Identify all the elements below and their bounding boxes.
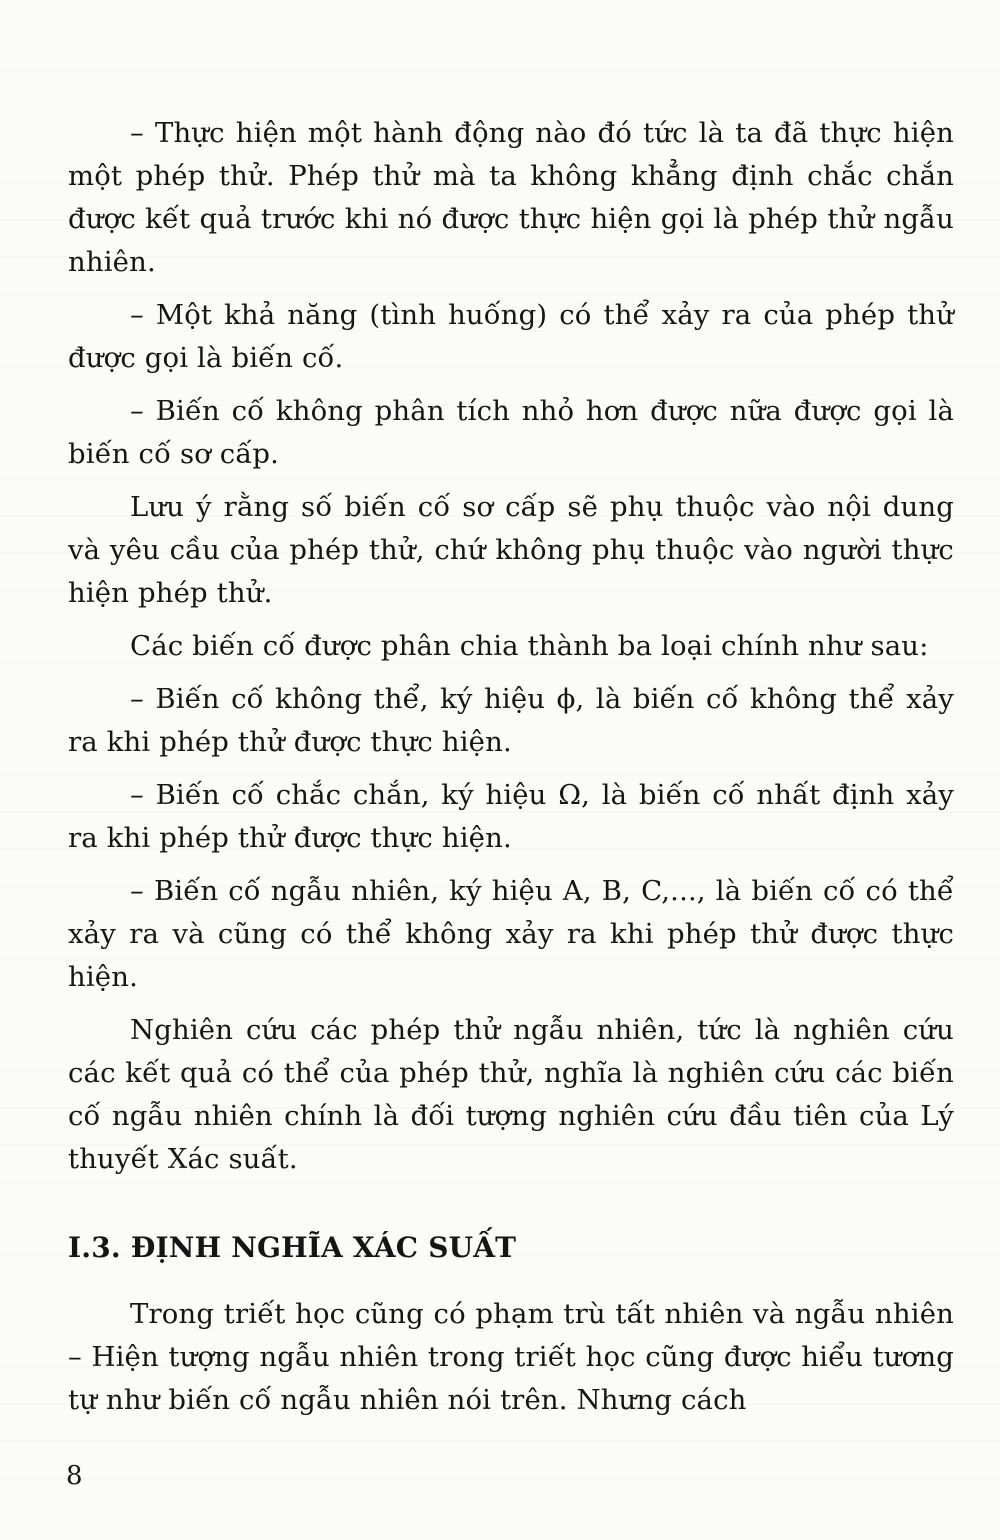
paragraph-elementary-event: – Biến cố không phân tích nhỏ hơn được nữa được gọi là biến cố sơ cấp. <box>68 395 954 470</box>
paragraph-research-scope: Nghiên cứu các phép thử ngẫu nhiên, tức là nghiên cứu các kết quả có thể của phép thử, nghĩa là nghiên cứu các biến cố ngẫu nhiên chính là đối tượng nghiên cứu đầu tiên của Lý thuyết Xác suất. <box>68 1014 954 1175</box>
paragraph-note: Lưu ý rằng số biến cố sơ cấp sẽ phụ thuộc vào nội dung và yêu cầu của phép thử, chứ không phụ thuộc vào người thực hiện phép thử. <box>68 491 954 609</box>
page-body <box>68 112 954 1422</box>
page-number: 8 <box>66 1461 83 1491</box>
paragraph-random-event: – Biến cố ngẫu nhiên, ký hiệu A, B, C,..., là biến cố có thể xảy ra và cũng có thể không xảy ra khi phép thử được thực hiện. <box>68 875 954 993</box>
paragraph-philosophy: Trong triết học cũng có phạm trù tất nhiên và ngẫu nhiên – Hiện tượng ngẫu nhiên trong triết học cũng được hiểu tương tự như biến cố ngẫu nhiên nói trên. Nhưng cách <box>68 1298 954 1416</box>
paragraph-certain-event: – Biến cố chắc chắn, ký hiệu Ω, là biến cố nhất định xảy ra khi phép thử được thực hiện. <box>68 779 954 854</box>
paragraph-impossible-event: – Biến cố không thể, ký hiệu ϕ, là biến cố không thể xảy ra khi phép thử được thực hiện. <box>68 683 954 758</box>
paragraph-event-definition: – Một khả năng (tình huống) có thể xảy ra của phép thử được gọi là biến cố. <box>68 299 954 374</box>
section-heading: I.3. ĐỊNH NGHĨA XÁC SUẤT <box>68 1231 517 1264</box>
paragraph-event-types-intro: Các biến cố được phân chia thành ba loại chính như sau: <box>130 630 929 662</box>
paragraph-random-trial: – Thực hiện một hành động nào đó tức là ta đã thực hiện một phép thử. Phép thử mà ta không khẳng định chắc chắn được kết quả trước khi nó được thực hiện gọi là phép thử ngẫu nhiên. <box>68 117 954 278</box>
